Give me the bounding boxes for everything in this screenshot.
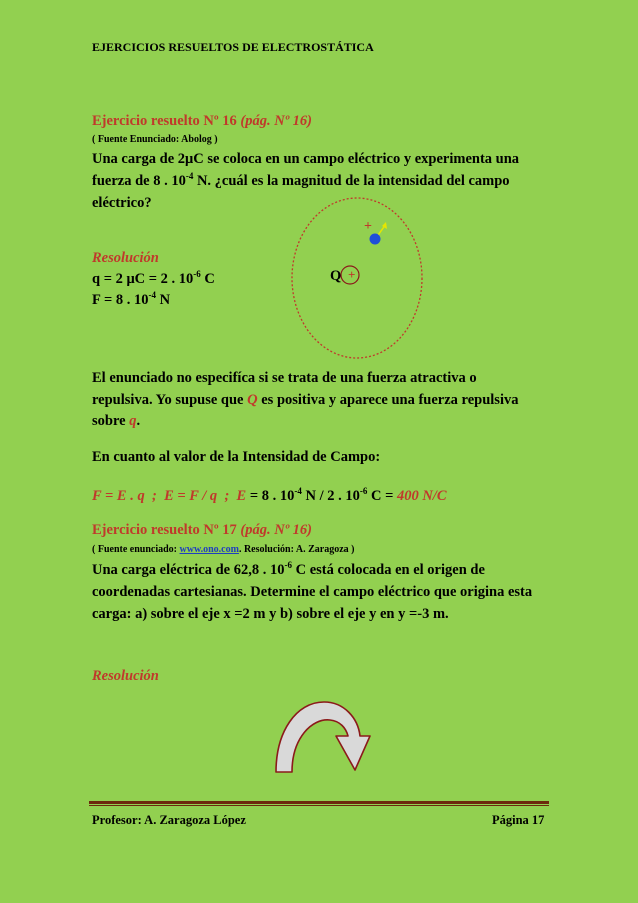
source-charge-label: Q [330, 268, 342, 284]
ex16-title-main: Ejercicio resuelto Nº 16 [92, 113, 237, 129]
ex16-statement-line1: Una carga de 2μC se coloca en un campo eléctrico y experimenta una [92, 151, 520, 167]
ex16-para3-dot: . [136, 413, 141, 429]
ex16-para-line2 [92, 389, 518, 411]
ex16-statement-line2 [92, 170, 510, 192]
test-charge-dot [370, 234, 381, 245]
ex16-f-b: N [155, 292, 171, 308]
ex17-statement-line1 [92, 559, 485, 581]
formula-f-eq: F = E . q [92, 488, 145, 504]
ex16-para-line3 [92, 410, 140, 432]
ex17-title [92, 522, 312, 539]
ex16-q-exp: -6 [193, 269, 201, 279]
ex16-given-f [92, 289, 170, 311]
ex17-stmt1a: Una carga eléctrica de 62,8 . 10 [92, 562, 285, 578]
formula-sep1: ; [151, 488, 157, 504]
ex17-statement-line3: carga: a) sobre el eje x =2 m y b) sobre el eje y en y =-3 m. [92, 606, 449, 622]
test-charge-plus: + [364, 219, 372, 234]
ex16-stmt2a: fuerza de 8 . 10 [92, 173, 186, 189]
footer-page-number: Página 17 [492, 813, 545, 827]
ex17-statement-line2: coordenadas cartesianas. Determine el campo eléctrico que origina esta [92, 584, 533, 600]
ex17-stmt1b: C está colocada en el origen de [291, 562, 485, 578]
ex16-para3-q: q [129, 413, 137, 429]
formula-e-calc-a: = 8 . 10 [246, 488, 295, 504]
source-charge-plus: + [348, 267, 356, 282]
formula-exp2: -6 [359, 486, 368, 496]
ex17-source-link[interactable]: www.ono.com [179, 544, 239, 555]
formula-exp1: -4 [294, 486, 302, 496]
ex16-resolution-label: Resolución [92, 250, 159, 266]
ex17-resolution-label: Resolución [92, 668, 159, 684]
ex16-para2-Q: Q [247, 392, 258, 408]
ex16-para2-b: es positiva y aparece una fuerza repulsiva [261, 392, 519, 408]
curved-arrow-icon [272, 698, 372, 774]
ex17-title-ref: (pág. Nº 16) [240, 522, 313, 538]
footer-author: Profesor: A. Zaragoza López [92, 813, 246, 827]
formula-result: 400 N/C [396, 488, 447, 504]
ex16-para-line1: El enunciado no especifíca si se trata de una fuerza atractiva o [92, 370, 477, 386]
formula-e-calc-b: N / 2 . 10 [301, 488, 360, 504]
ex16-para3-a: sobre [92, 413, 126, 429]
ex17-source-a: ( Fuente enunciado: [92, 544, 180, 555]
ex16-stmt2b: N. ¿cuál es la magnitud de la intensidad del campo [193, 173, 510, 189]
field-boundary-circle [292, 198, 422, 358]
ex16-title [92, 113, 312, 130]
ex16-f-exp: -4 [148, 290, 156, 300]
footer-rule-thin [89, 805, 549, 806]
formula-e-eq: E = F / q [164, 488, 218, 504]
ex17-source [92, 544, 355, 555]
ex16-title-ref: (pág. Nº 16) [240, 113, 313, 129]
ex16-formula-line [92, 485, 447, 507]
ex16-q-a: q = 2 μC = 2 . 10 [92, 271, 194, 287]
formula-e-symbol: E [236, 488, 247, 504]
ex16-statement-line3: eléctrico? [92, 195, 152, 211]
footer-rule [89, 801, 549, 804]
ex16-stmt2-exp: -4 [185, 171, 194, 181]
formula-sep2: ; [224, 488, 230, 504]
page-header: EJERCICIOS RESUELTOS DE ELECTROSTÁTICA [92, 40, 374, 54]
ex16-f-a: F = 8 . 10 [92, 292, 149, 308]
ex16-para2-a: repulsiva. Yo supuse que [92, 392, 244, 408]
ex17-source-b: . Resolución: A. Zaragoza ) [238, 544, 355, 555]
ex16-q-b: C [200, 271, 215, 287]
ex16-field-intro: En cuanto al valor de la Intensidad de Campo: [92, 449, 381, 465]
ex17-stmt1-exp: -6 [284, 560, 292, 570]
formula-e-calc-c: C = [367, 488, 397, 504]
ex16-given-q [92, 268, 215, 290]
ex17-title-main: Ejercicio resuelto Nº 17 [92, 522, 237, 538]
ex16-source: ( Fuente Enunciado: Abolog ) [92, 134, 218, 145]
